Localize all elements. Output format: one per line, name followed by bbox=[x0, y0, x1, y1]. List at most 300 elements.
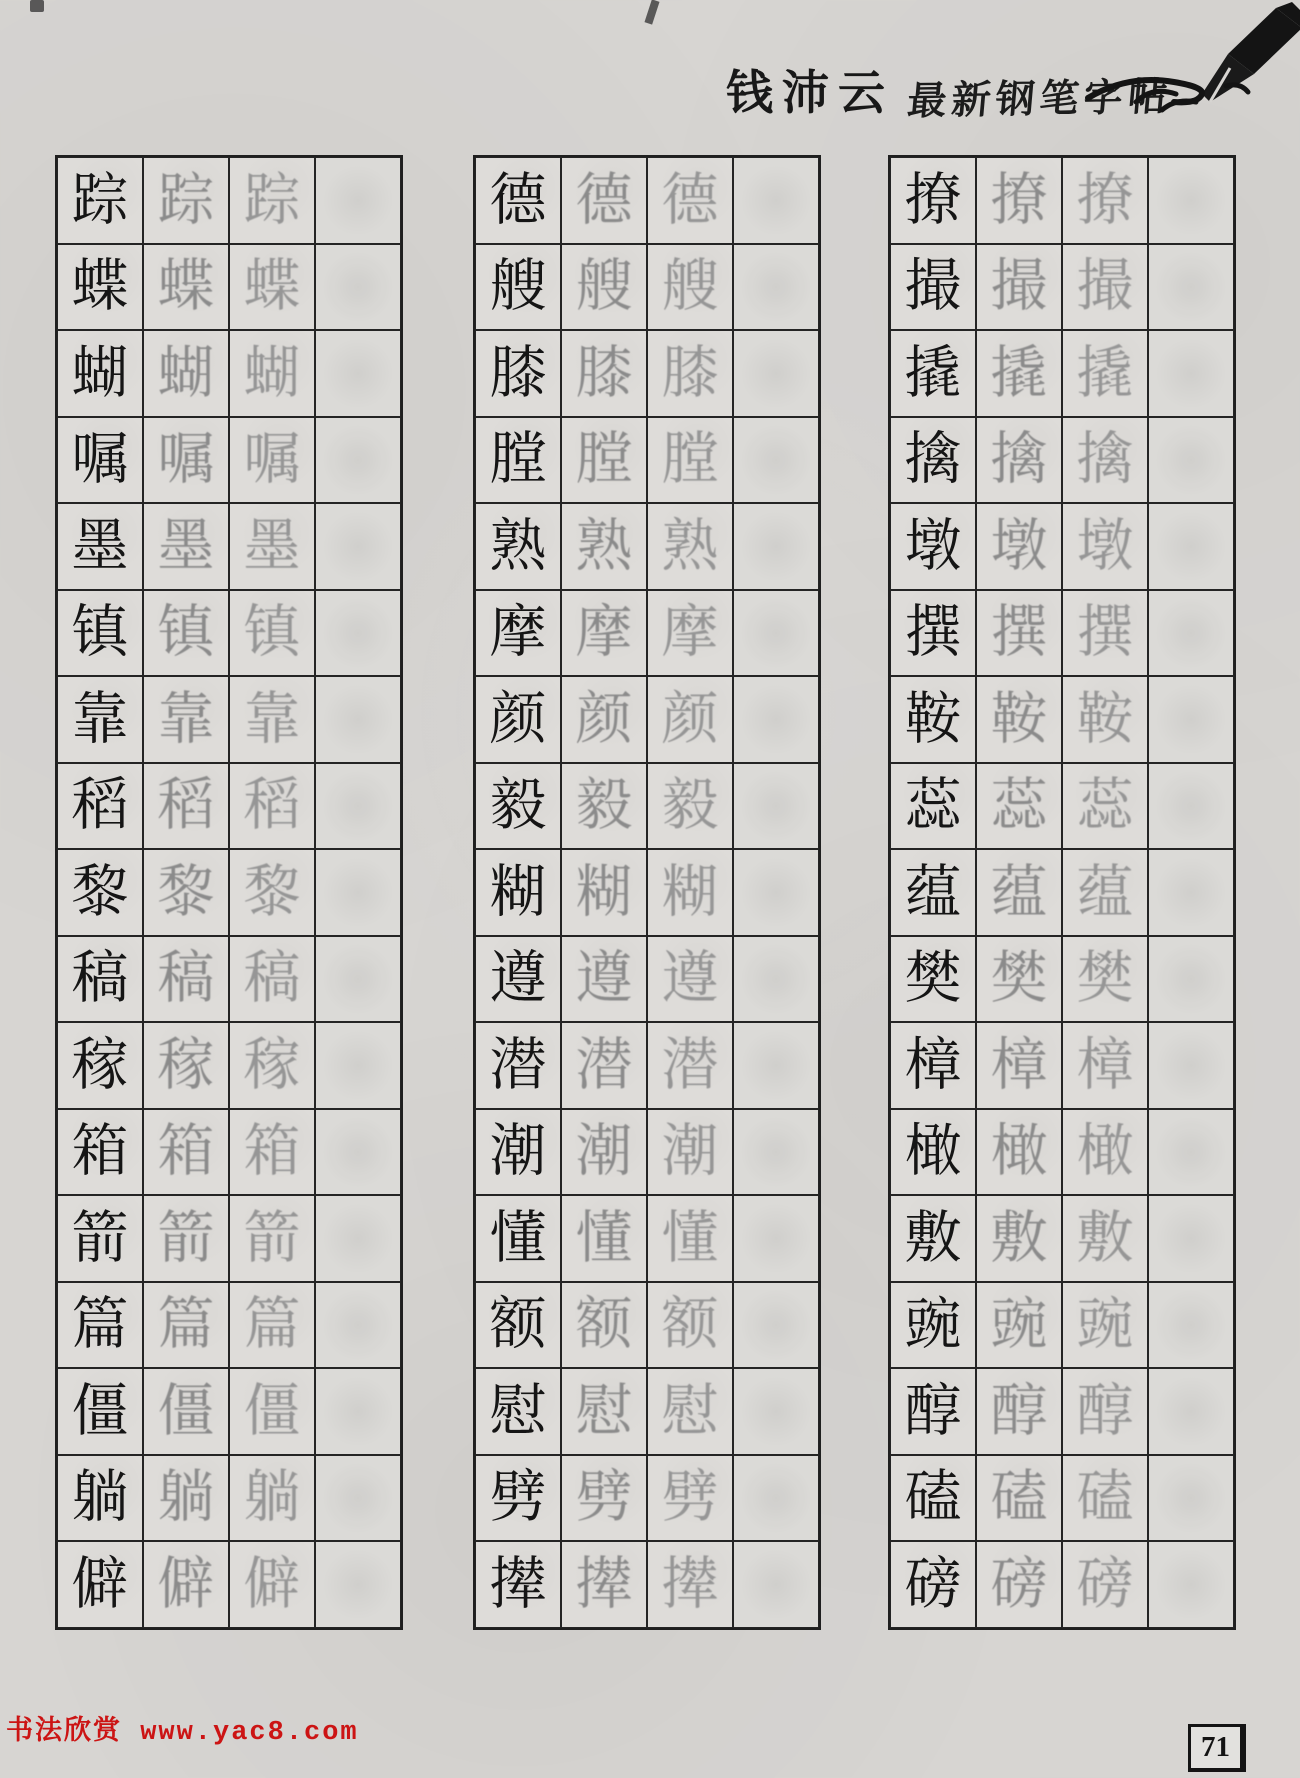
empty-practice-cell bbox=[1148, 1541, 1234, 1628]
traced-character-cell bbox=[143, 849, 229, 936]
grid-row bbox=[890, 417, 1234, 504]
traced-character-cell bbox=[976, 244, 1062, 331]
traced-character: 艘 bbox=[661, 253, 719, 320]
model-character: 嘱 bbox=[71, 426, 129, 493]
traced-character: 墨 bbox=[243, 512, 301, 579]
traced-character-cell bbox=[1062, 1282, 1148, 1369]
grid-row bbox=[57, 417, 401, 504]
traced-character-cell bbox=[143, 244, 229, 331]
empty-practice-cell bbox=[1148, 590, 1234, 677]
empty-practice-cell bbox=[1148, 330, 1234, 417]
model-character-cell bbox=[475, 1195, 561, 1282]
grid-row bbox=[475, 330, 819, 417]
traced-character: 毅 bbox=[575, 772, 633, 839]
traced-character-cell bbox=[143, 590, 229, 677]
model-character-cell bbox=[57, 1282, 143, 1369]
empty-practice-cell bbox=[733, 676, 819, 763]
model-character: 蝴 bbox=[71, 339, 129, 406]
model-character-cell bbox=[475, 244, 561, 331]
grid-row bbox=[475, 1195, 819, 1282]
grid-row bbox=[475, 676, 819, 763]
model-character: 额 bbox=[489, 1291, 547, 1358]
traced-character-cell bbox=[1062, 849, 1148, 936]
traced-character-cell bbox=[229, 417, 315, 504]
traced-character-cell bbox=[1062, 157, 1148, 244]
grid-row bbox=[475, 1022, 819, 1109]
traced-character: 潮 bbox=[575, 1118, 633, 1185]
model-character: 靠 bbox=[71, 685, 129, 752]
empty-practice-cell bbox=[315, 330, 401, 417]
empty-practice-cell bbox=[315, 849, 401, 936]
grid-row bbox=[57, 763, 401, 850]
model-character-cell bbox=[57, 1195, 143, 1282]
traced-character: 篇 bbox=[157, 1291, 215, 1358]
model-character: 墨 bbox=[71, 512, 129, 579]
traced-character-cell bbox=[647, 1109, 733, 1196]
traced-character: 德 bbox=[575, 166, 633, 233]
traced-character: 膝 bbox=[575, 339, 633, 406]
traced-character: 蕊 bbox=[1076, 772, 1134, 839]
traced-character-cell bbox=[1062, 1195, 1148, 1282]
model-character-cell bbox=[890, 1368, 976, 1455]
traced-character-cell bbox=[976, 936, 1062, 1023]
model-character: 墩 bbox=[904, 512, 962, 579]
model-character: 撬 bbox=[904, 339, 962, 406]
traced-character-cell bbox=[143, 157, 229, 244]
model-character-cell bbox=[57, 1109, 143, 1196]
traced-character: 墩 bbox=[1076, 512, 1134, 579]
traced-character: 撬 bbox=[990, 339, 1048, 406]
traced-character: 撰 bbox=[1076, 599, 1134, 666]
model-character: 鞍 bbox=[904, 685, 962, 752]
empty-practice-cell bbox=[1148, 1022, 1234, 1109]
model-character: 稼 bbox=[71, 1031, 129, 1098]
model-character-cell bbox=[57, 1022, 143, 1109]
empty-practice-cell bbox=[1148, 1368, 1234, 1455]
model-character: 擒 bbox=[904, 426, 962, 493]
traced-character-cell bbox=[976, 849, 1062, 936]
traced-character: 撩 bbox=[990, 166, 1048, 233]
empty-practice-cell bbox=[315, 1022, 401, 1109]
model-character: 遵 bbox=[489, 945, 547, 1012]
traced-character: 撩 bbox=[1076, 166, 1134, 233]
model-character-cell bbox=[475, 1109, 561, 1196]
traced-character: 摩 bbox=[575, 599, 633, 666]
traced-character-cell bbox=[229, 244, 315, 331]
model-character: 镇 bbox=[71, 599, 129, 666]
model-character-cell bbox=[57, 157, 143, 244]
model-character: 敷 bbox=[904, 1204, 962, 1271]
traced-character-cell bbox=[561, 590, 647, 677]
traced-character: 稿 bbox=[243, 945, 301, 1012]
traced-character-cell bbox=[647, 676, 733, 763]
model-character-cell bbox=[890, 503, 976, 590]
traced-character-cell bbox=[561, 1195, 647, 1282]
grid-row bbox=[57, 1541, 401, 1628]
traced-character: 颜 bbox=[661, 685, 719, 752]
traced-character: 墩 bbox=[990, 512, 1048, 579]
empty-practice-cell bbox=[1148, 417, 1234, 504]
empty-practice-cell bbox=[1148, 1455, 1234, 1542]
model-character-cell bbox=[57, 244, 143, 331]
traced-character-cell bbox=[143, 936, 229, 1023]
empty-practice-cell bbox=[315, 1195, 401, 1282]
grid-row bbox=[57, 157, 401, 244]
model-character: 懂 bbox=[489, 1204, 547, 1271]
model-character-cell bbox=[475, 1282, 561, 1369]
traced-character-cell bbox=[1062, 1541, 1148, 1628]
empty-practice-cell bbox=[733, 244, 819, 331]
empty-practice-cell bbox=[315, 244, 401, 331]
grid-row bbox=[890, 1195, 1234, 1282]
traced-character: 糊 bbox=[661, 858, 719, 925]
traced-character: 箱 bbox=[243, 1118, 301, 1185]
traced-character: 稿 bbox=[157, 945, 215, 1012]
traced-character-cell bbox=[647, 1455, 733, 1542]
model-character-cell bbox=[57, 330, 143, 417]
book-title: 最新钢笔字帖 bbox=[905, 74, 1174, 125]
traced-character-cell bbox=[976, 1541, 1062, 1628]
grid-row bbox=[57, 676, 401, 763]
model-character-cell bbox=[475, 676, 561, 763]
grid-row bbox=[475, 157, 819, 244]
traced-character-cell bbox=[143, 1109, 229, 1196]
traced-character: 膝 bbox=[661, 339, 719, 406]
model-character-cell bbox=[890, 1541, 976, 1628]
empty-practice-cell bbox=[733, 330, 819, 417]
model-character: 篇 bbox=[71, 1291, 129, 1358]
traced-character: 蝴 bbox=[243, 339, 301, 406]
model-character: 膛 bbox=[489, 426, 547, 493]
empty-practice-cell bbox=[733, 1109, 819, 1196]
traced-character-cell bbox=[229, 330, 315, 417]
traced-character: 德 bbox=[661, 166, 719, 233]
grid-row bbox=[890, 1022, 1234, 1109]
traced-character-cell bbox=[976, 676, 1062, 763]
model-character-cell bbox=[475, 936, 561, 1023]
model-character: 撮 bbox=[904, 253, 962, 320]
traced-character-cell bbox=[976, 1109, 1062, 1196]
traced-character-cell bbox=[976, 417, 1062, 504]
traced-character: 敷 bbox=[1076, 1204, 1134, 1271]
model-character: 醇 bbox=[904, 1377, 962, 1444]
model-character-cell bbox=[890, 849, 976, 936]
traced-character: 僻 bbox=[243, 1550, 301, 1617]
scan-smudge bbox=[30, 0, 44, 12]
traced-character-cell bbox=[143, 1195, 229, 1282]
traced-character: 蕊 bbox=[990, 772, 1048, 839]
traced-character-cell bbox=[976, 763, 1062, 850]
traced-character-cell bbox=[561, 1282, 647, 1369]
traced-character: 撮 bbox=[1076, 253, 1134, 320]
empty-practice-cell bbox=[1148, 763, 1234, 850]
grid-row bbox=[475, 244, 819, 331]
traced-character-cell bbox=[1062, 1109, 1148, 1196]
traced-character: 磕 bbox=[1076, 1464, 1134, 1531]
traced-character-cell bbox=[976, 330, 1062, 417]
traced-character: 黎 bbox=[157, 858, 215, 925]
traced-character-cell bbox=[143, 763, 229, 850]
traced-character: 劈 bbox=[661, 1464, 719, 1531]
model-character-cell bbox=[57, 763, 143, 850]
grid-row bbox=[890, 244, 1234, 331]
grid-row bbox=[57, 503, 401, 590]
traced-character-cell bbox=[976, 503, 1062, 590]
traced-character-cell bbox=[976, 1022, 1062, 1109]
grid-row bbox=[57, 1109, 401, 1196]
model-character: 僵 bbox=[71, 1377, 129, 1444]
empty-practice-cell bbox=[315, 676, 401, 763]
traced-character: 熟 bbox=[661, 512, 719, 579]
traced-character-cell bbox=[976, 1455, 1062, 1542]
grid-row bbox=[890, 590, 1234, 677]
grid-row bbox=[57, 1195, 401, 1282]
model-character-cell bbox=[475, 1368, 561, 1455]
grid-row bbox=[475, 417, 819, 504]
grid-row bbox=[890, 849, 1234, 936]
traced-character: 磅 bbox=[1076, 1550, 1134, 1617]
traced-character-cell bbox=[229, 849, 315, 936]
traced-character-cell bbox=[1062, 1455, 1148, 1542]
traced-character-cell bbox=[647, 849, 733, 936]
traced-character: 鞍 bbox=[1076, 685, 1134, 752]
grid-row bbox=[57, 244, 401, 331]
traced-character: 膛 bbox=[575, 426, 633, 493]
traced-character: 膛 bbox=[661, 426, 719, 493]
grid-row bbox=[57, 1455, 401, 1542]
traced-character-cell bbox=[647, 1541, 733, 1628]
model-character-cell bbox=[890, 1455, 976, 1542]
traced-character: 醇 bbox=[990, 1377, 1048, 1444]
traced-character: 摩 bbox=[661, 599, 719, 666]
grid-row bbox=[475, 763, 819, 850]
traced-character-cell bbox=[1062, 417, 1148, 504]
model-character: 熟 bbox=[489, 512, 547, 579]
traced-character-cell bbox=[976, 1195, 1062, 1282]
grid-row bbox=[57, 590, 401, 677]
traced-character-cell bbox=[229, 936, 315, 1023]
traced-character-cell bbox=[561, 1109, 647, 1196]
watermark-text: 书法欣赏 www.yac8.com bbox=[6, 1718, 359, 1748]
traced-character-cell bbox=[647, 330, 733, 417]
traced-character-cell bbox=[1062, 1368, 1148, 1455]
model-character: 膝 bbox=[489, 339, 547, 406]
traced-character: 踪 bbox=[157, 166, 215, 233]
practice-grid-column-2 bbox=[473, 155, 821, 1630]
traced-character-cell bbox=[647, 1368, 733, 1455]
empty-practice-cell bbox=[733, 157, 819, 244]
model-character: 豌 bbox=[904, 1291, 962, 1358]
grid-row bbox=[57, 1282, 401, 1369]
traced-character: 稻 bbox=[243, 772, 301, 839]
traced-character-cell bbox=[647, 590, 733, 677]
traced-character-cell bbox=[561, 503, 647, 590]
traced-character: 撵 bbox=[575, 1550, 633, 1617]
grid-row bbox=[475, 1368, 819, 1455]
traced-character-cell bbox=[647, 1195, 733, 1282]
traced-character-cell bbox=[561, 244, 647, 331]
model-character-cell bbox=[57, 590, 143, 677]
traced-character: 稻 bbox=[157, 772, 215, 839]
empty-practice-cell bbox=[733, 1022, 819, 1109]
grid-row bbox=[890, 503, 1234, 590]
traced-character: 慰 bbox=[575, 1377, 633, 1444]
model-character: 蕴 bbox=[904, 858, 962, 925]
traced-character-cell bbox=[143, 1022, 229, 1109]
practice-grid-column-3 bbox=[888, 155, 1236, 1630]
model-character-cell bbox=[890, 244, 976, 331]
traced-character: 箱 bbox=[157, 1118, 215, 1185]
traced-character: 黎 bbox=[243, 858, 301, 925]
traced-character: 樟 bbox=[1076, 1031, 1134, 1098]
traced-character: 额 bbox=[661, 1291, 719, 1358]
traced-character: 遵 bbox=[661, 945, 719, 1012]
model-character-cell bbox=[890, 330, 976, 417]
page-number: 71 bbox=[1201, 1731, 1230, 1763]
traced-character: 劈 bbox=[575, 1464, 633, 1531]
model-character-cell bbox=[890, 590, 976, 677]
grid-row bbox=[890, 1455, 1234, 1542]
traced-character-cell bbox=[229, 1541, 315, 1628]
traced-character-cell bbox=[561, 1455, 647, 1542]
empty-practice-cell bbox=[733, 1282, 819, 1369]
traced-character: 额 bbox=[575, 1291, 633, 1358]
traced-character: 樟 bbox=[990, 1031, 1048, 1098]
model-character: 躺 bbox=[71, 1464, 129, 1531]
traced-character: 熟 bbox=[575, 512, 633, 579]
traced-character-cell bbox=[976, 1282, 1062, 1369]
grid-row bbox=[57, 1368, 401, 1455]
traced-character-cell bbox=[647, 417, 733, 504]
model-character-cell bbox=[890, 1282, 976, 1369]
model-character-cell bbox=[57, 849, 143, 936]
model-character: 德 bbox=[489, 166, 547, 233]
traced-character: 躺 bbox=[157, 1464, 215, 1531]
traced-character-cell bbox=[561, 676, 647, 763]
traced-character-cell bbox=[229, 1195, 315, 1282]
traced-character-cell bbox=[229, 1109, 315, 1196]
traced-character-cell bbox=[229, 763, 315, 850]
traced-character: 稼 bbox=[243, 1031, 301, 1098]
grid-row bbox=[890, 157, 1234, 244]
empty-practice-cell bbox=[733, 417, 819, 504]
model-character-cell bbox=[57, 1368, 143, 1455]
traced-character-cell bbox=[143, 1282, 229, 1369]
author-name: 钱沛云 bbox=[726, 66, 894, 121]
empty-practice-cell bbox=[733, 1541, 819, 1628]
model-character: 箭 bbox=[71, 1204, 129, 1271]
traced-character: 擒 bbox=[990, 426, 1048, 493]
traced-character-cell bbox=[229, 1282, 315, 1369]
traced-character-cell bbox=[229, 157, 315, 244]
empty-practice-cell bbox=[315, 503, 401, 590]
model-character: 蝶 bbox=[71, 253, 129, 320]
model-character: 稿 bbox=[71, 945, 129, 1012]
model-character: 箱 bbox=[71, 1118, 129, 1185]
empty-practice-cell bbox=[315, 1109, 401, 1196]
model-character: 磅 bbox=[904, 1550, 962, 1617]
model-character-cell bbox=[57, 417, 143, 504]
empty-practice-cell bbox=[315, 1368, 401, 1455]
model-character-cell bbox=[475, 417, 561, 504]
empty-practice-cell bbox=[733, 936, 819, 1023]
traced-character: 懂 bbox=[575, 1204, 633, 1271]
traced-character: 樊 bbox=[990, 945, 1048, 1012]
traced-character: 踪 bbox=[243, 166, 301, 233]
traced-character-cell bbox=[143, 676, 229, 763]
model-character: 僻 bbox=[71, 1550, 129, 1617]
model-character-cell bbox=[475, 763, 561, 850]
empty-practice-cell bbox=[315, 157, 401, 244]
traced-character: 镇 bbox=[243, 599, 301, 666]
empty-practice-cell bbox=[1148, 157, 1234, 244]
traced-character-cell bbox=[647, 936, 733, 1023]
traced-character: 懂 bbox=[661, 1204, 719, 1271]
empty-practice-cell bbox=[315, 1455, 401, 1542]
empty-practice-cell bbox=[1148, 676, 1234, 763]
model-character-cell bbox=[475, 503, 561, 590]
model-character: 黎 bbox=[71, 858, 129, 925]
model-character-cell bbox=[475, 330, 561, 417]
traced-character: 樊 bbox=[1076, 945, 1134, 1012]
traced-character-cell bbox=[561, 1541, 647, 1628]
traced-character-cell bbox=[976, 1368, 1062, 1455]
traced-character-cell bbox=[1062, 503, 1148, 590]
traced-character: 蝴 bbox=[157, 339, 215, 406]
traced-character: 橄 bbox=[990, 1118, 1048, 1185]
traced-character-cell bbox=[229, 676, 315, 763]
empty-practice-cell bbox=[733, 503, 819, 590]
traced-character-cell bbox=[229, 590, 315, 677]
traced-character: 靠 bbox=[243, 685, 301, 752]
page-number-box bbox=[1188, 1724, 1246, 1772]
model-character: 蕊 bbox=[904, 772, 962, 839]
model-character: 踪 bbox=[71, 166, 129, 233]
traced-character-cell bbox=[1062, 244, 1148, 331]
traced-character: 豌 bbox=[1076, 1291, 1134, 1358]
traced-character: 毅 bbox=[661, 772, 719, 839]
traced-character: 鞍 bbox=[990, 685, 1048, 752]
traced-character: 箭 bbox=[157, 1204, 215, 1271]
traced-character: 磕 bbox=[990, 1464, 1048, 1531]
traced-character: 擒 bbox=[1076, 426, 1134, 493]
traced-character: 潮 bbox=[661, 1118, 719, 1185]
traced-character-cell bbox=[229, 503, 315, 590]
grid-row bbox=[890, 1541, 1234, 1628]
traced-character: 蝶 bbox=[243, 253, 301, 320]
traced-character-cell bbox=[647, 1022, 733, 1109]
empty-practice-cell bbox=[315, 590, 401, 677]
model-character: 磕 bbox=[904, 1464, 962, 1531]
grid-row bbox=[890, 676, 1234, 763]
model-character-cell bbox=[890, 676, 976, 763]
grid-row bbox=[475, 936, 819, 1023]
traced-character: 墨 bbox=[157, 512, 215, 579]
traced-character: 僵 bbox=[243, 1377, 301, 1444]
grid-row bbox=[475, 849, 819, 936]
empty-practice-cell bbox=[1148, 244, 1234, 331]
traced-character: 潜 bbox=[661, 1031, 719, 1098]
grid-row bbox=[475, 1109, 819, 1196]
traced-character-cell bbox=[647, 503, 733, 590]
traced-character-cell bbox=[647, 1282, 733, 1369]
traced-character: 蝶 bbox=[157, 253, 215, 320]
traced-character-cell bbox=[561, 1368, 647, 1455]
model-character: 撰 bbox=[904, 599, 962, 666]
empty-practice-cell bbox=[733, 763, 819, 850]
empty-practice-cell bbox=[315, 763, 401, 850]
empty-practice-cell bbox=[1148, 1282, 1234, 1369]
